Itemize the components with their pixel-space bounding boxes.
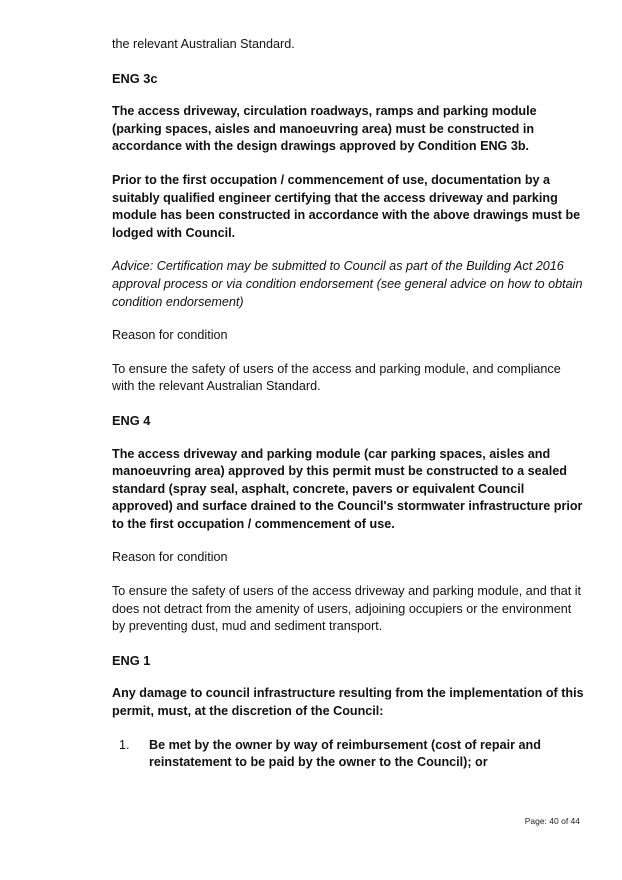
section-heading-eng-4: ENG 4 xyxy=(112,412,151,428)
section-heading-eng-3c: ENG 3c xyxy=(112,70,158,86)
intro-tail-text: the relevant Australian Standard. xyxy=(112,37,295,51)
eng-1-condition-para-1: Any damage to council infrastructure resulting from the implementation of this permit, must, at the discretion of the Council: xyxy=(112,686,584,719)
eng-3c-condition-para-1: The access driveway, circulation roadways, ramps and parking module (parking spaces, aisles and manoeuvring area) must be constructed in accordance with the design drawings approved by Condition ENG 3b. xyxy=(112,104,537,154)
eng-4-reason-label: Reason for condition xyxy=(112,550,228,565)
section-heading-eng-1: ENG 1 xyxy=(112,652,151,668)
eng-4-condition-para-1: The access driveway and parking module (car parking spaces, aisles and manoeuvring area) approved by this permit must be constructed to a sealed standard (spray seal, asphalt, concrete, pavers or equivalent Council approved) and surface drained to the Council's stormwater infrastructure prior to the first occupation / commencement of use. xyxy=(112,446,583,531)
document-page xyxy=(112,36,586,772)
eng-3c-advice: Advice: Certification may be submitted to Council as part of the Building Act 2016 approval process or via condition endorsement (see general advice on how to obtain condition endorsement) xyxy=(112,259,583,309)
eng-3c-reason-text: To ensure the safety of users of the access and parking module, and compliance with the relevant Australian Standard. xyxy=(112,361,561,394)
list-item-text: Be met by the owner by way of reimbursement (cost of repair and reinstatement to be paid by the owner to the Council); or xyxy=(149,737,541,770)
eng-3c-reason-label: Reason for condition xyxy=(112,328,228,343)
page-number-footer: Page: 40 of 44 xyxy=(524,816,580,826)
list-item-number: 1. xyxy=(119,737,130,752)
eng-1-list-item-1 xyxy=(112,737,586,772)
eng-3c-condition-para-2: Prior to the first occupation / commencement of use, documentation by a suitably qualified engineer certifying that the access driveway and parking module has been constructed in accordance with the above drawings must be lodged with Council. xyxy=(112,172,581,240)
eng-4-reason-text: To ensure the safety of users of the access driveway and parking module, and that it does not detract from the amenity of users, adjoining occupiers or the environment by preventing dust, mud and sediment transport. xyxy=(112,584,582,634)
